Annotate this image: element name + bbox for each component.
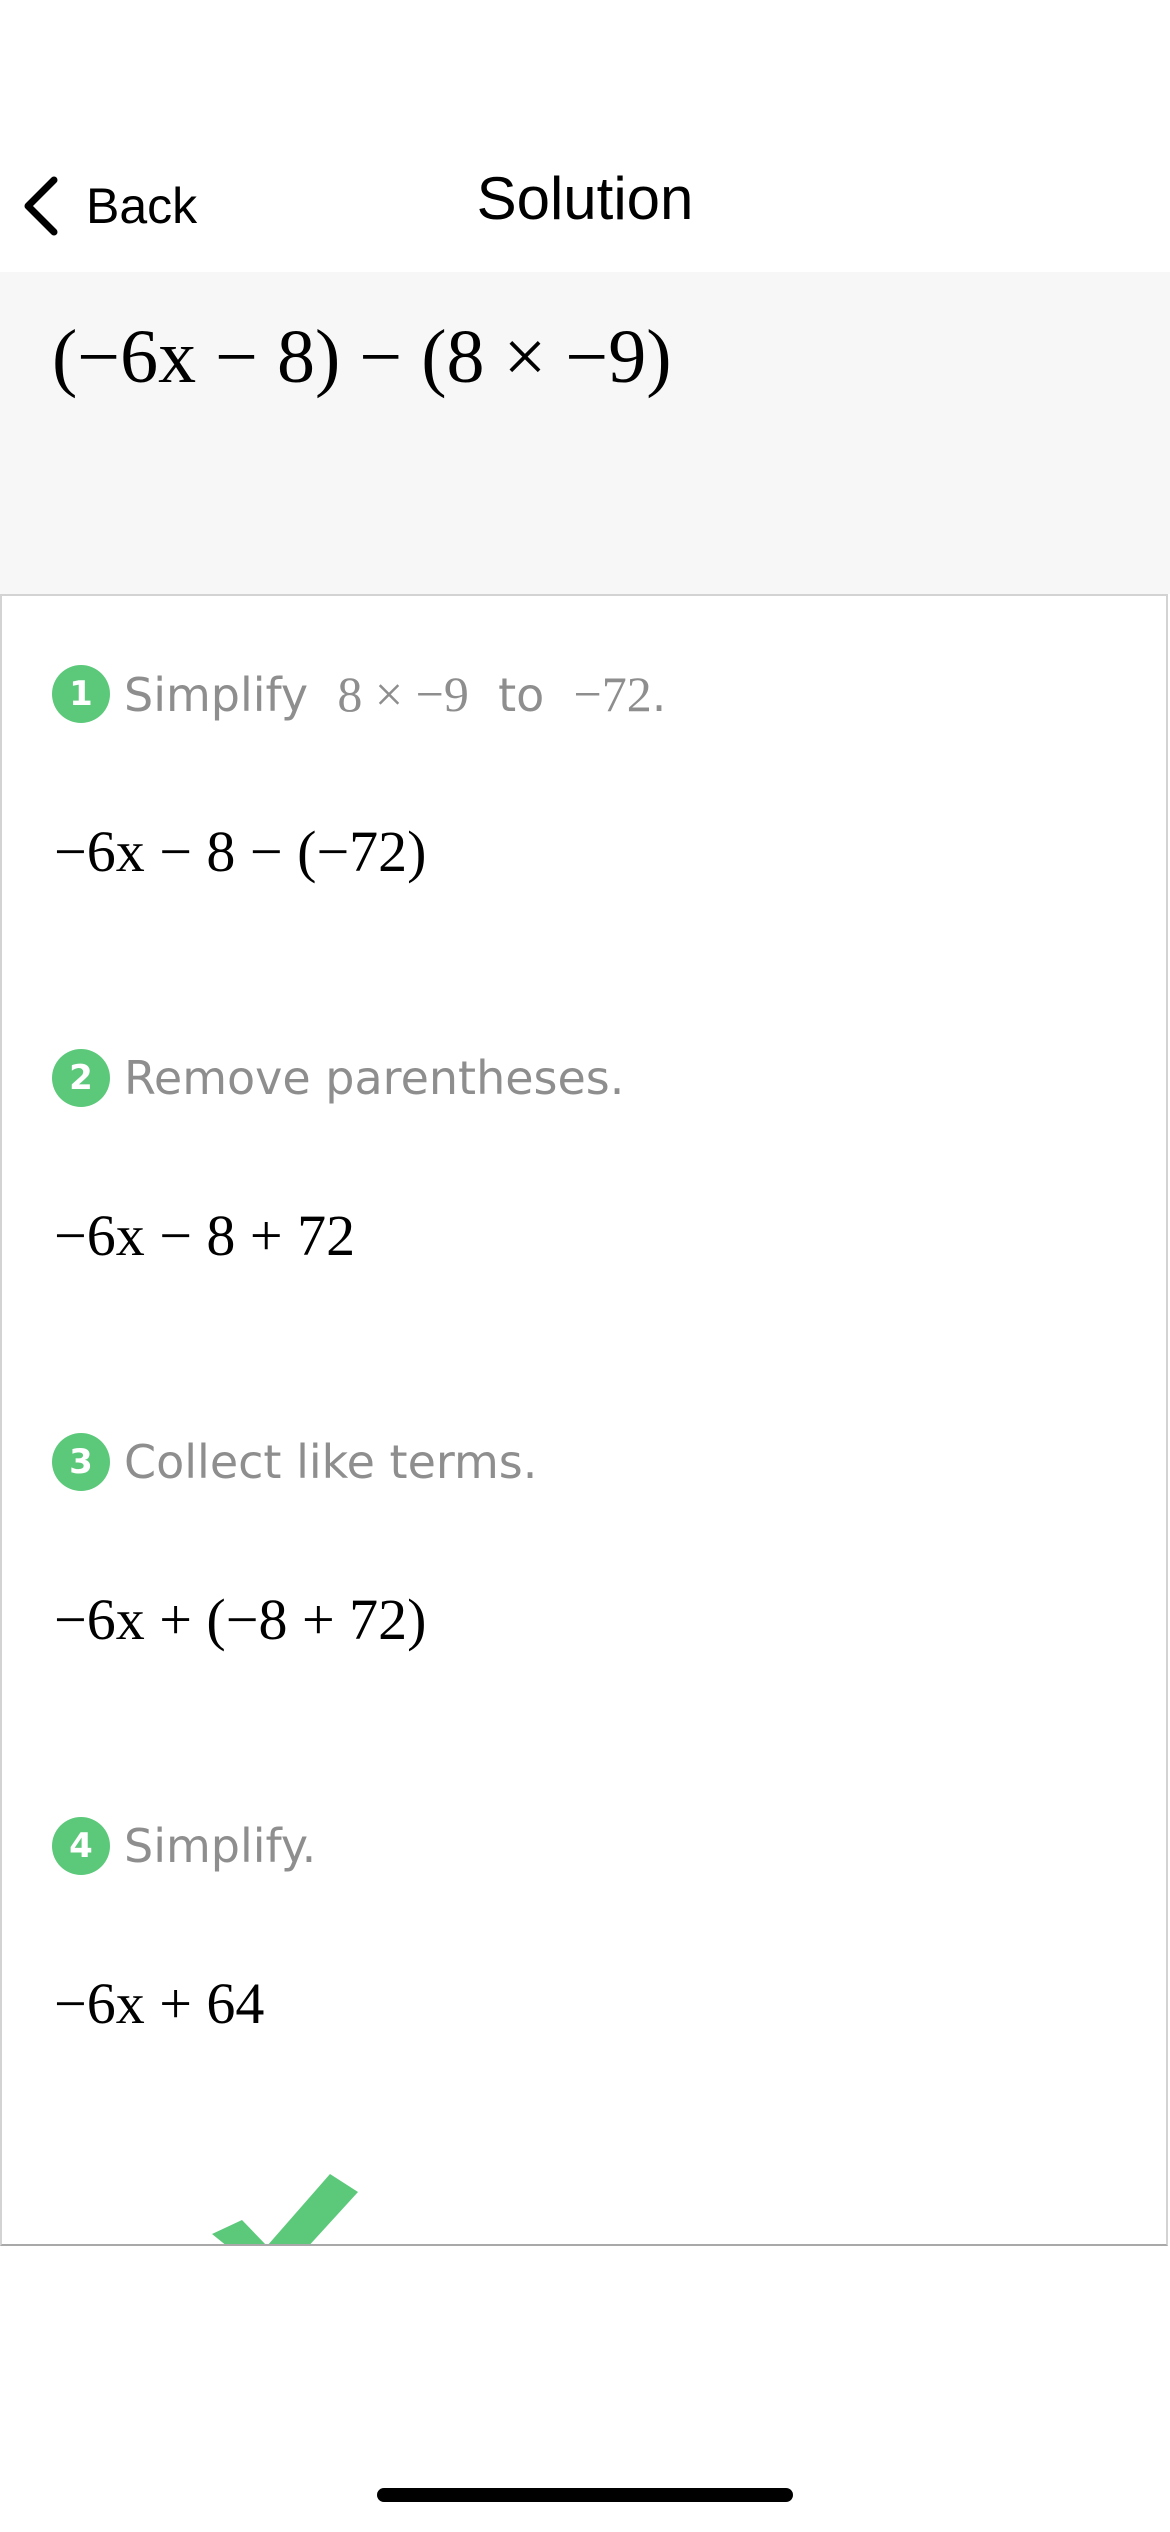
problem-expression: (−6x − 8) − (8 × −9) bbox=[52, 315, 672, 399]
step-description-text: to bbox=[498, 668, 545, 722]
step-3 bbox=[52, 1430, 537, 1653]
step-header bbox=[52, 1430, 537, 1494]
nav-bar bbox=[0, 140, 1170, 270]
problem-header bbox=[0, 272, 1170, 594]
home-indicator bbox=[377, 2488, 793, 2502]
check-icon bbox=[212, 2174, 362, 2246]
step-description: Simplify. bbox=[124, 1819, 317, 1873]
step-description-text: . bbox=[651, 668, 667, 722]
step-result: −6x + 64 bbox=[54, 1971, 265, 2036]
step-header bbox=[52, 1814, 316, 1878]
back-label: Back bbox=[86, 178, 198, 234]
step-1 bbox=[52, 662, 666, 885]
step-math-from: 8 × −9 bbox=[337, 666, 469, 722]
step-number-badge: 3 bbox=[52, 1433, 110, 1491]
solution-steps[interactable] bbox=[0, 594, 1168, 2246]
step-number-badge: 1 bbox=[52, 665, 110, 723]
step-number-badge: 4 bbox=[52, 1817, 110, 1875]
step-math-to: −72 bbox=[573, 666, 652, 722]
step-description: Remove parentheses. bbox=[124, 1051, 625, 1105]
step-header bbox=[52, 662, 666, 726]
step-description bbox=[124, 665, 666, 723]
step-number-badge: 2 bbox=[52, 1049, 110, 1107]
step-result: −6x − 8 + 72 bbox=[54, 1203, 356, 1268]
step-2 bbox=[52, 1046, 624, 1269]
step-description-text: Simplify bbox=[124, 668, 309, 722]
step-4 bbox=[52, 1814, 316, 2037]
page-title: Solution bbox=[476, 165, 694, 232]
step-header bbox=[52, 1046, 624, 1110]
step-description: Collect like terms. bbox=[124, 1435, 538, 1489]
step-result: −6x + (−8 + 72) bbox=[54, 1587, 427, 1652]
step-result: −6x − 8 − (−72) bbox=[54, 819, 427, 884]
